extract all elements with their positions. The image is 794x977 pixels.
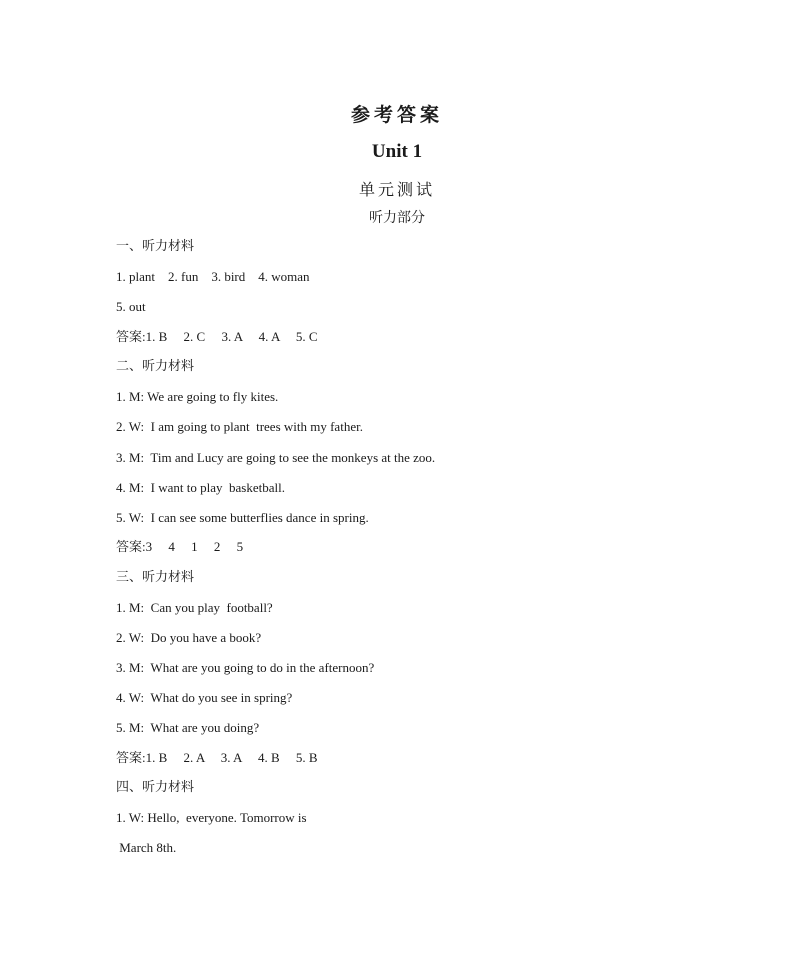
answer-line: 5. out — [116, 299, 146, 314]
transcript-line: 3. M: Tim and Lucy are going to see the monkeys at the zoo. — [116, 450, 436, 465]
answer-key-line: 答案:3 4 1 2 5 — [116, 539, 244, 554]
answer-key-line: 答案:1. B 2. A 3. A 4. B 5. B — [116, 750, 318, 765]
transcript-line: 3. M: What are you going to do in the afternoon? — [116, 660, 375, 675]
section-subtitle: 单元测试 — [358, 180, 435, 199]
transcript-line: 2. W: I am going to plant trees with my father. — [116, 419, 363, 434]
unit-heading: Unit 1 — [371, 141, 423, 162]
transcript-line: 1. M: Can you play football? — [116, 600, 273, 615]
transcript-line: March 8th. — [116, 840, 177, 855]
transcript-line: 5. W: I can see some butterflies dance in spring. — [116, 510, 369, 525]
transcript-line: 4. W: What do you see in spring? — [116, 690, 293, 705]
transcript-line: 4. M: I want to play basketball. — [116, 480, 285, 495]
section-heading-3: 三、听力材料 — [116, 570, 195, 585]
part-heading: 听力部分 — [369, 210, 425, 226]
section-heading-4: 四、听力材料 — [116, 780, 195, 795]
section-heading-1: 一、听力材料 — [116, 239, 195, 254]
answer-key-line: 答案:1. B 2. C 3. A 4. A 5. C — [116, 329, 318, 344]
answer-line: 1. plant 2. fun 3. bird 4. woman — [116, 269, 310, 284]
transcript-line: 1. M: We are going to fly kites. — [116, 389, 279, 404]
section-heading-2: 二、听力材料 — [116, 359, 195, 374]
page-title: 参考答案 — [350, 104, 443, 126]
transcript-line: 5. M: What are you doing? — [116, 720, 260, 735]
transcript-line: 1. W: Hello, everyone. Tomorrow is — [116, 810, 307, 825]
transcript-line: 2. W: Do you have a book? — [116, 630, 262, 645]
